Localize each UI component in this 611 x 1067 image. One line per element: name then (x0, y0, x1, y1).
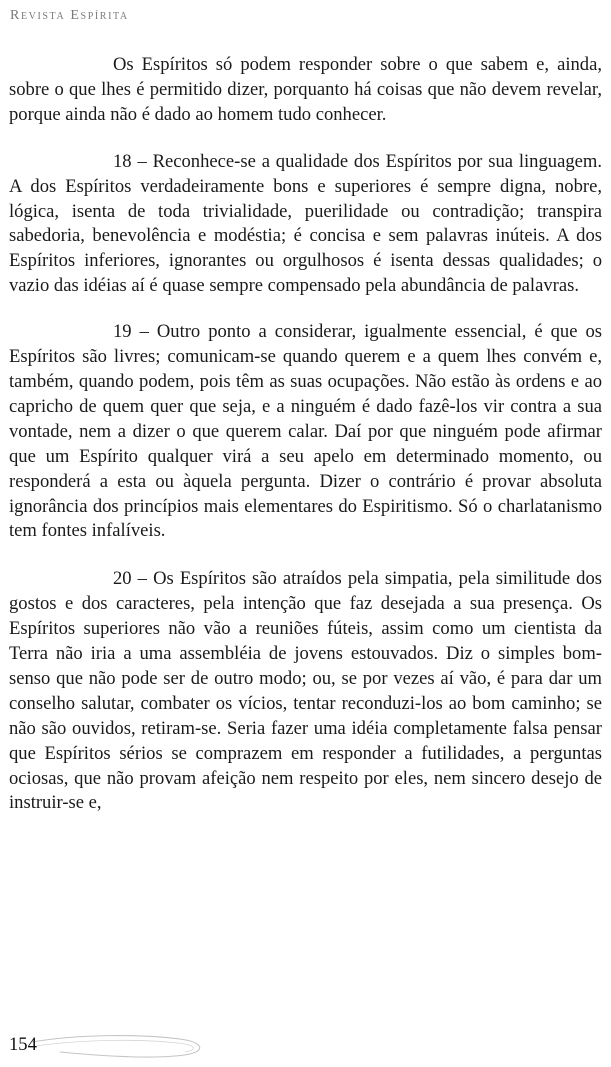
paragraph: 19 – Outro ponto a considerar, igualmente essencial, é que os Espíritos são livres; comunicam-se quando querem e a quem lhes convém e, também, quando podem, pois têm as suas ocupações. Não estão às ordens e ao capricho de quem quer que seja, e a ninguém é dado fazê-los vir contra a sua vontade, nem a dizer o que querem calar. Daí por que ninguém pode afirmar que um Espírito qualquer virá a seu apelo em determinado momento, ou responderá a esta ou àquela pergunta. Dizer o contrário é provar absoluta ignorância dos princípios mais elementares do Espiritismo. Só o charlatanismo tem fontes infalíveis. (9, 321, 602, 542)
running-header: Revista Espírita (10, 8, 129, 23)
page-footer (0, 1030, 611, 1067)
swoosh-ornament-icon (30, 1030, 210, 1064)
page-body (9, 53, 602, 838)
paragraph: 20 – Os Espíritos são atraídos pela simpatia, pela similitude dos gostos e dos caracteres, pela intenção que faz desejada a sua presença. Os Espíritos superiores não vão a reuniões fúteis, assim como um cientista da Terra não iria a uma assembléia de jovens estouvados. Diz o simples bom-senso que não pode ser de outro modo; ou, se por vezes aí vão, é para dar um conselho salutar, combater os vícios, tentar reconduzi-los ao bom caminho; se não são ouvidos, retiram-se. Seria fazer uma idéia completamente falsa pensar que Espíritos sérios se comprazem em responder a futilidades, a perguntas ociosas, que não provam afeição nem respeito por eles, nem sincero desejo de instruir-se e, (9, 568, 602, 814)
paragraph: Os Espíritos só podem responder sobre o que sabem e, ainda, sobre o que lhes é permitido dizer, porquanto há coisas que não devem revelar, porque ainda não é dado ao homem tudo conhecer. (9, 54, 602, 125)
paragraph: 18 – Reconhece-se a qualidade dos Espíritos por sua linguagem. A dos Espíritos verdadeiramente bons e superiores é sempre digna, nobre, lógica, isenta de toda trivialidade, puerilidade ou contradição; transpira sabedoria, benevolência e modéstia; é concisa e sem palavras inúteis. A dos Espíritos inferiores, ignorantes ou orgulhosos é isenta dessas qualidades; o vazio das idéias aí é quase sempre compensado pela abundância de palavras. (9, 150, 602, 297)
page-number: 154 (9, 1034, 37, 1055)
